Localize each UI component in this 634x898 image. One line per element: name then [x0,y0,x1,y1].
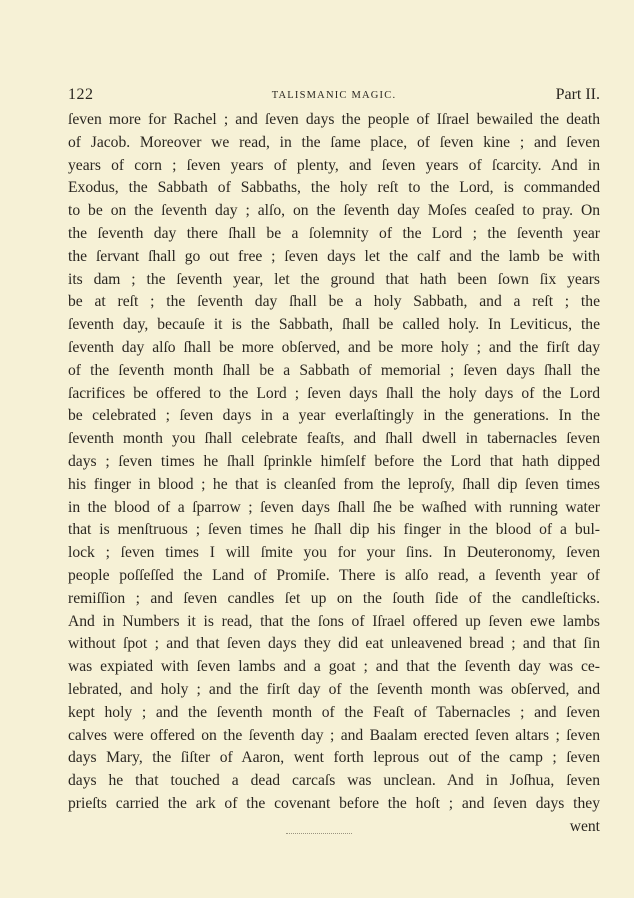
text-line: his finger in blood ; he that is cleanſed from the leproſy, ſhall dip ſeven times [68,475,600,493]
footer-rule [286,833,352,834]
text-line: ſeventh day alſo ſhall be more obſerved, and be more holy ; and the firſt day [68,338,600,356]
text-line: calves were offered on the ſeventh day ; and Baalam erected ſeven altars ; ſeven [68,726,600,744]
text-line: be celebrated ; ſeven days in a year everlaſtingly in the generations. In the [68,407,600,425]
text-line: kept holy ; and the ſeventh month of the Feaſt of Tabernacles ; and ſeven [68,703,600,721]
text-line: And in Numbers it is read, that the ſons of Iſrael offered up ſeven ewe lambs [68,612,600,630]
text-line: ſacrifices be offered to the Lord ; ſeven days ſhall the holy days of the Lord [68,384,600,402]
text-line: years of corn ; ſeven years of plenty, and ſeven years of ſcarcity. And in [68,156,600,174]
text-line: of Jacob. Moreover we read, in the ſame place, of ſeven kine ; and ſeven [68,133,600,151]
text-line: lebrated, and holy ; and the firſt day of the ſeventh month was obſerved, and [68,680,600,698]
text-line: days he that touched a dead carcaſs was unclean. And in Joſhua, ſeven [68,772,600,790]
catchword: went [569,817,600,835]
text-line: without ſpot ; and that ſeven days they did eat unleavened bread ; and that ſin [68,635,600,653]
page-number: 122 [68,86,94,103]
text-line: in the blood of a ſparrow ; ſeven days ſhall ſhe be waſhed with running water [68,498,600,516]
text-line: the ſervant ſhall go out free ; ſeven days let the calf and the lamb be with [68,247,600,265]
text-line: ſeventh day, becauſe it is the Sabbath, ſhall be called holy. In Leviticus, the [68,316,600,334]
part-label: Part II. [555,86,600,103]
body-text [68,109,600,839]
text-line: its dam ; the ſeventh year, let the ground that hath been ſown ſix years [68,270,600,288]
text-line: days ; ſeven times he ſhall ſprinkle himſelf before the Lord that hath dipped [68,452,600,470]
page-header [68,86,600,108]
text-line: days Mary, the ſiſter of Aaron, went forth leprous out of the camp ; ſeven [68,749,600,767]
text-line: Exodus, the Sabbath of Sabbaths, the holy reſt to the Lord, is commanded [68,179,600,197]
text-line: was expiated with ſeven lambs and a goat ; and that the ſeventh day was ce- [68,658,600,676]
text-line: prieſts carried the ark of the covenant before the hoſt ; and ſeven days they [68,794,600,812]
text-line: ſeventh month you ſhall celebrate feaſts, and ſhall dwell in tabernacles ſeven [68,430,600,448]
text-line: that is menſtruous ; ſeven times he ſhall dip his finger in the blood of a bul- [68,521,600,539]
text-line: ſeven more for Rachel ; and ſeven days the people of Iſrael bewailed the death [68,111,600,128]
text-line: of the ſeventh month ſhall be a Sabbath of memorial ; ſeven days ſhall the [68,361,600,379]
text-line: remiſſion ; and ſeven candles ſet up on the ſouth ſide of the candleſticks. [68,589,600,607]
text-line: the ſeventh day there ſhall be a ſolemnity of the Lord ; the ſeventh year [68,224,600,242]
text-line: lock ; ſeven times I will ſmite you for your ſins. In Deuteronomy, ſeven [68,544,600,562]
text-line: people poſſeſſed the Land of Promiſe. There is alſo read, a ſeventh year of [68,566,600,584]
text-line: to be on the ſeventh day ; alſo, on the ſeventh day Moſes ceaſed to pray. On [68,202,600,220]
text-line: be at reſt ; the ſeventh day ſhall be a holy Sabbath, and a reſt ; the [68,293,600,311]
running-title: TALISMANIC MAGIC. [271,90,397,101]
